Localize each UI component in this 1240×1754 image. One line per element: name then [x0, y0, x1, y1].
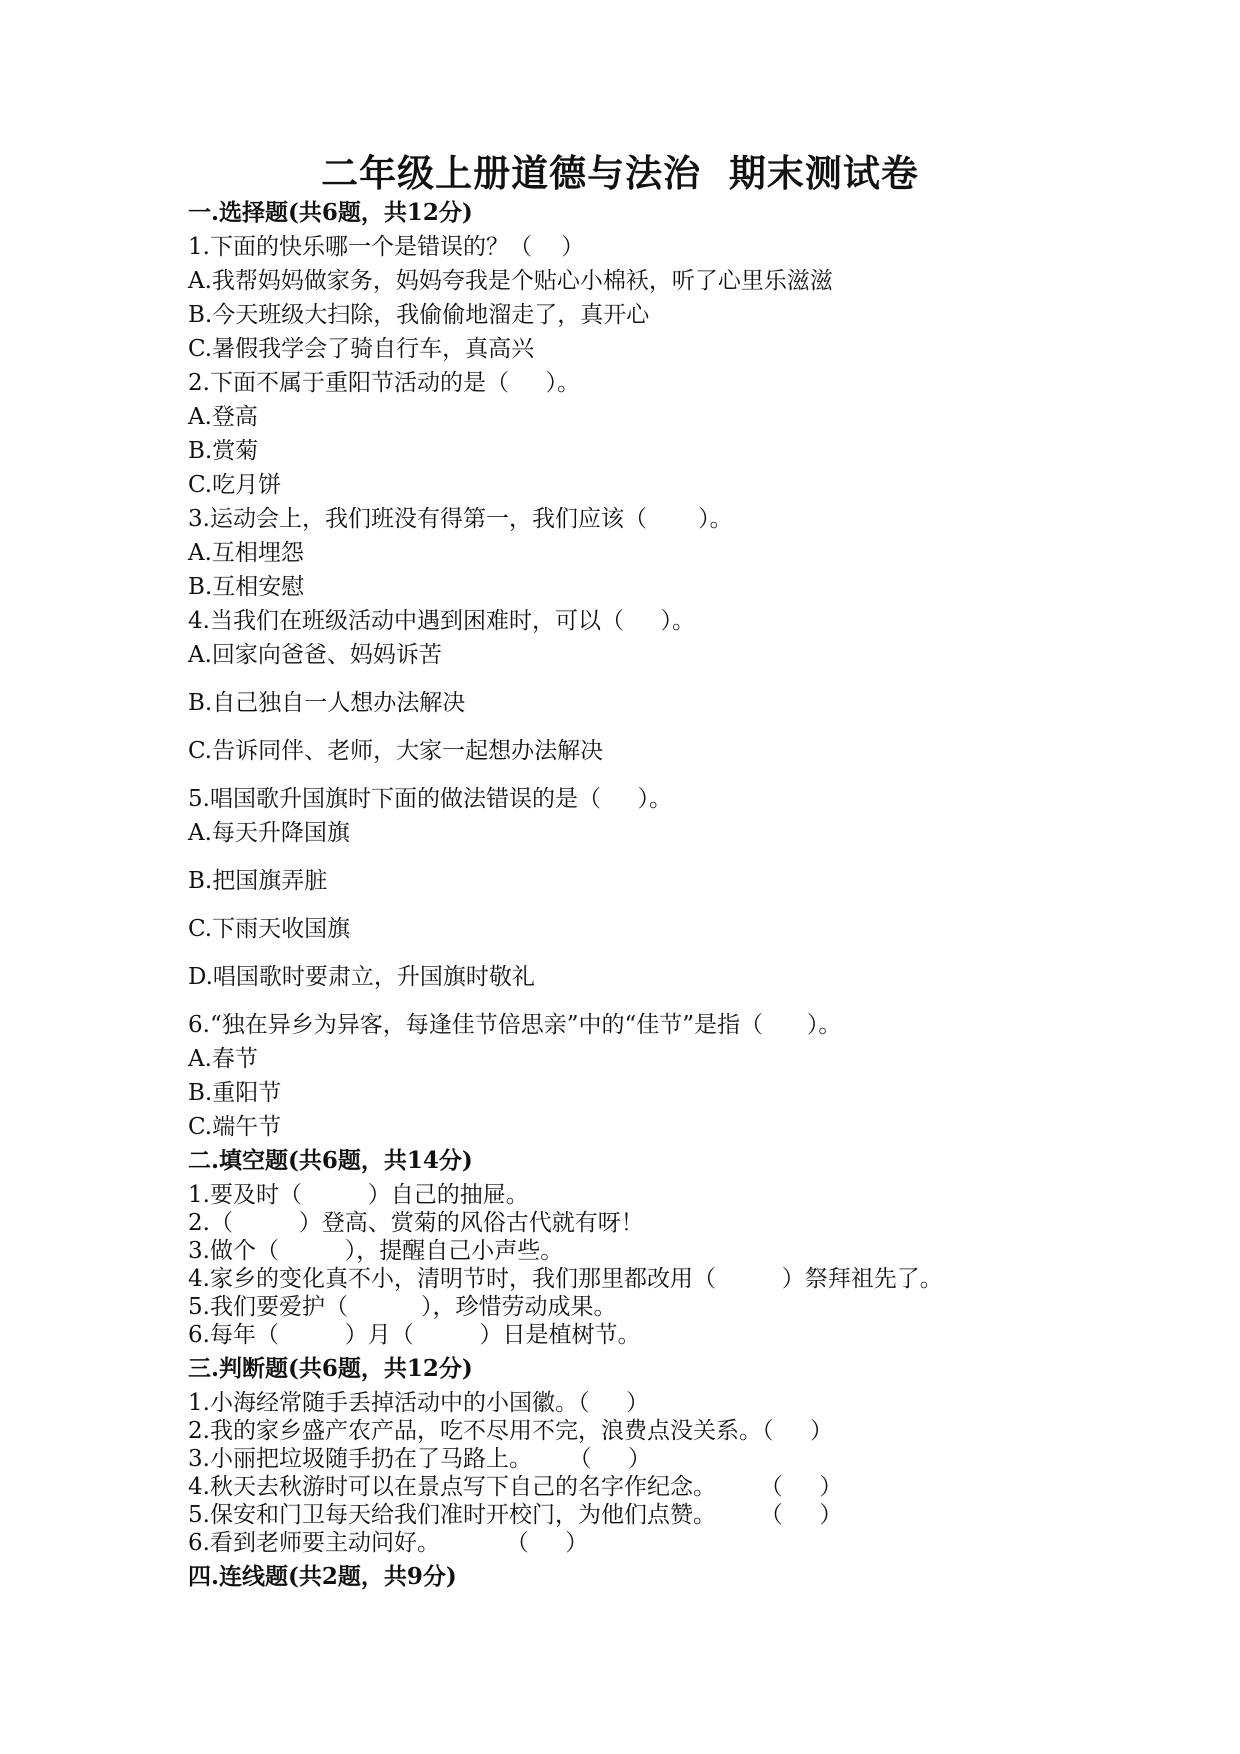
judge-q2: 2.我的家乡盛产农产品，吃不尽用不完，浪费点没关系。（ ）: [188, 1418, 833, 1444]
choice-q2-stem: 2.下面不属于重阳节活动的是（ ）。: [188, 370, 580, 396]
choice-q4-stem: 4.当我们在班级活动中遇到困难时，可以（ ）。: [188, 608, 695, 634]
choice-q3-stem: 3.运动会上，我们班没有得第一，我们应该（ ）。: [188, 506, 733, 532]
choice-q5-option-c: C.下雨天收国旗: [188, 916, 351, 942]
judge-q3: 3.小丽把垃圾随手扔在了马路上。 （ ）: [188, 1446, 652, 1472]
fill-q3: 3.做个（ ），提醒自己小声些。: [188, 1238, 564, 1264]
choice-q6-stem: 6.“独在异乡为异客，每逢佳节倍思亲”中的“佳节”是指（ ）。: [188, 1012, 842, 1038]
page-title: 二年级上册道德与法治 期末测试卷: [321, 151, 919, 195]
choice-q4-option-c: C.告诉同伴、老师，大家一起想办法解决: [188, 738, 604, 764]
fill-q1: 1.要及时（ ）自己的抽屉。: [188, 1182, 529, 1208]
choice-q3-option-b: B.互相安慰: [188, 574, 305, 600]
choice-q1-stem: 1.下面的快乐哪一个是错误的？（ ）: [188, 234, 585, 260]
choice-q6-option-c: C.端午节: [188, 1114, 282, 1140]
choice-q4-option-a: A.回家向爸爸、妈妈诉苦: [188, 642, 442, 668]
section-heading-choice: 一.选择题(共6题，共12分): [188, 199, 473, 226]
choice-q1-option-b: B.今天班级大扫除，我偷偷地溜走了，真开心: [188, 302, 650, 328]
judge-q4: 4.秋天去秋游时可以在景点写下自己的名字作纪念。 （ ）: [188, 1474, 843, 1500]
fill-q4: 4.家乡的变化真不小，清明节时，我们那里都改用（ ）祭拜祖先了。: [188, 1266, 943, 1292]
section-heading-match: 四.连线题(共2题，共9分): [188, 1563, 457, 1590]
choice-q2-option-c: C.吃月饼: [188, 472, 282, 498]
choice-q6-option-a: A.春节: [188, 1046, 258, 1072]
choice-q4-option-b: B.自己独自一人想办法解决: [188, 690, 466, 716]
judge-q5: 5.保安和门卫每天给我们准时开校门，为他们点赞。 （ ）: [188, 1502, 843, 1528]
choice-q5-option-a: A.每天升降国旗: [188, 820, 350, 846]
choice-q3-option-a: A.互相埋怨: [188, 540, 304, 566]
choice-q1-option-a: A.我帮妈妈做家务，妈妈夸我是个贴心小棉袄，听了心里乐滋滋: [188, 268, 833, 294]
section-heading-fill: 二.填空题(共6题，共14分): [188, 1147, 473, 1174]
judge-q1: 1.小海经常随手丢掉活动中的小国徽。（ ）: [188, 1390, 649, 1416]
choice-q1-option-c: C.暑假我学会了骑自行车，真高兴: [188, 336, 535, 362]
fill-q2: 2.（ ）登高、赏菊的风俗古代就有呀！: [188, 1210, 644, 1236]
section-heading-judge: 三.判断题(共6题，共12分): [188, 1355, 473, 1382]
choice-q5-option-d: D.唱国歌时要肃立，升国旗时敬礼: [188, 964, 535, 990]
fill-q6: 6.每年（ ）月（ ）日是植树节。: [188, 1322, 641, 1348]
choice-q6-option-b: B.重阳节: [188, 1080, 282, 1106]
judge-q6: 6.看到老师要主动问好。 （ ）: [188, 1530, 589, 1556]
choice-q2-option-b: B.赏菊: [188, 438, 259, 464]
fill-q5: 5.我们要爱护（ ），珍惜劳动成果。: [188, 1294, 617, 1320]
choice-q5-stem: 5.唱国歌升国旗时下面的做法错误的是（ ）。: [188, 786, 672, 812]
choice-q5-option-b: B.把国旗弄脏: [188, 868, 328, 894]
choice-q2-option-a: A.登高: [188, 404, 258, 430]
